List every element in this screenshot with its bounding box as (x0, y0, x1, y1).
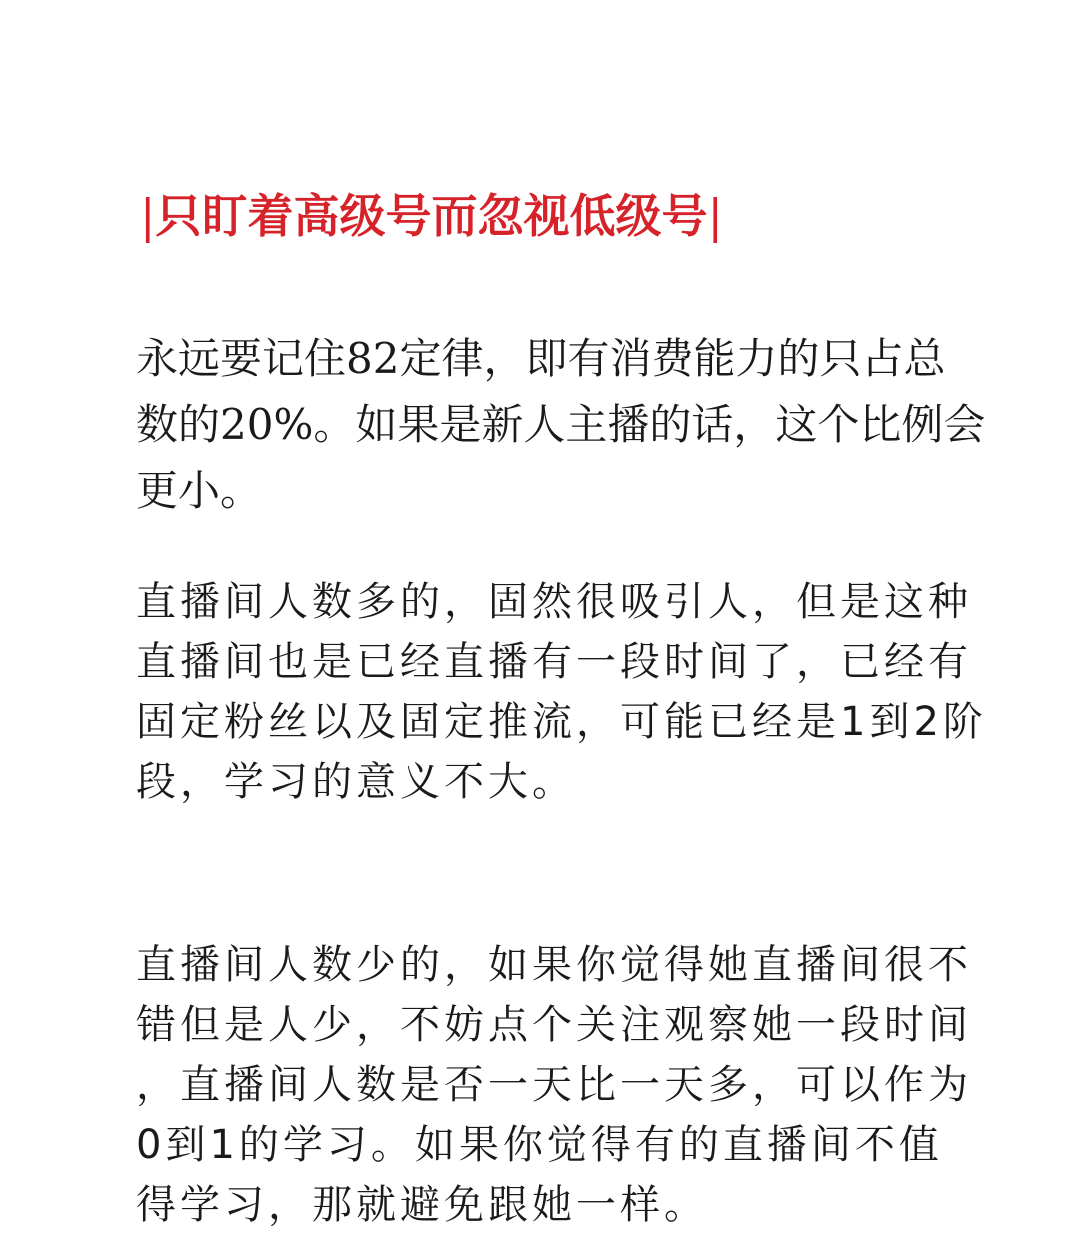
paragraph-line: ，直播间人数是否一天比一天多，可以作为 (136, 1062, 972, 1108)
paragraph-line: 数的20%。如果是新人主播的话，这个比例会 (136, 400, 986, 449)
heading-bar-left: | (140, 189, 156, 243)
paragraph-line: 得学习，那就避免跟她一样。 (136, 1182, 708, 1228)
paragraph-line: 直播间人数少的，如果你觉得她直播间很不 (136, 942, 972, 988)
paragraph-3 (136, 935, 1036, 1235)
section-heading (140, 186, 723, 246)
paragraph-line: 固定粉丝以及固定推流，可能已经是1到2阶 (136, 699, 987, 745)
paragraph-line: 直播间人数多的，固然很吸引人，但是这种 (136, 579, 972, 625)
paragraph-1 (136, 326, 1036, 524)
paragraph-line: 0到1的学习。如果你觉得有的直播间不值 (136, 1122, 943, 1168)
paragraph-2 (136, 572, 1036, 812)
paragraph-line: 段，学习的意义不大。 (136, 759, 576, 805)
paragraph-line: 更小。 (136, 466, 263, 515)
paragraph-line: 直播间也是已经直播有一段时间了，已经有 (136, 639, 972, 685)
paragraph-line: 永远要记住82定律，即有消费能力的只占总 (136, 334, 946, 383)
heading-text: 只盯着高级号而忽视低级号 (155, 189, 708, 243)
heading-bar-right: | (707, 189, 723, 243)
paragraph-line: 错但是人少，不妨点个关注观察她一段时间 (136, 1002, 972, 1048)
